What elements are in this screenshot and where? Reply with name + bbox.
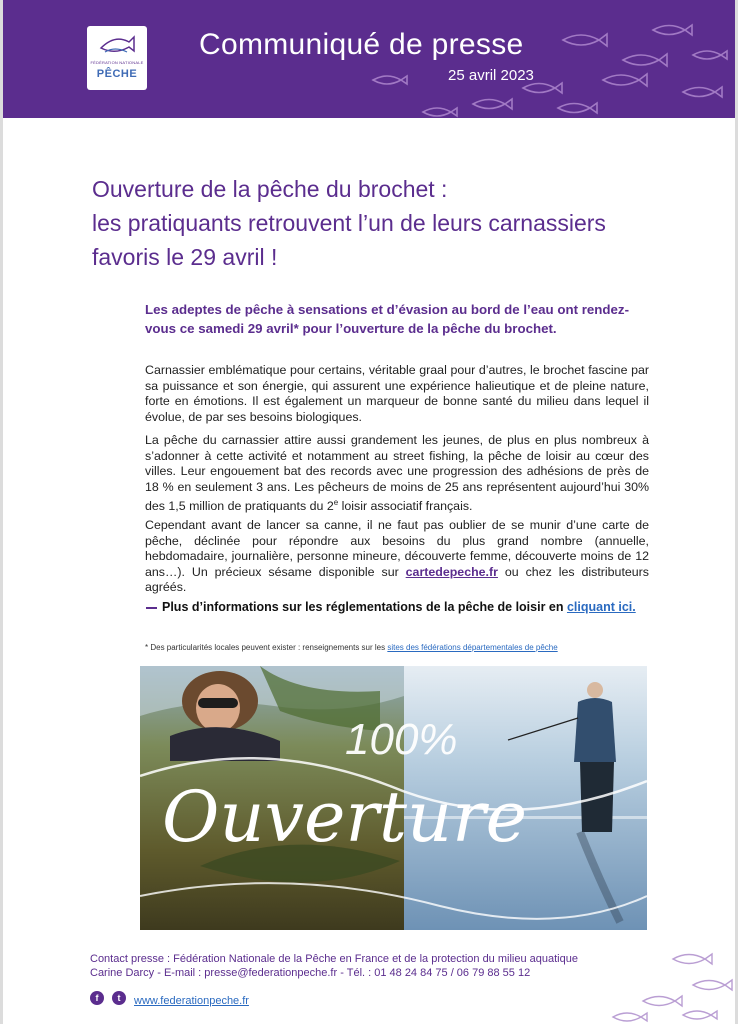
- twitter-icon[interactable]: t: [112, 991, 126, 1005]
- paragraph-1: Carnassier emblématique pour certains, véritable graal pour d’autres, le brochet fascine par sa puissance et son énergie, qui assurent une expérience halieutique et de pleine nature, forte en émotions. Il est également un marqueur de bonne santé du milieu dans lequel il évolue, de par ses besoins biologiques.: [145, 363, 649, 424]
- headline-line-3: favoris le 29 avril !: [92, 244, 278, 270]
- departmental-federations-link[interactable]: sites des fédérations départementales de pêche: [387, 643, 558, 652]
- photo-illustration: [140, 666, 647, 930]
- contact-line-1: Contact presse : Fédération Nationale de la Pêche en France et de la protection du milieu aquatique: [90, 953, 578, 965]
- logo-subtitle: FÉDÉRATION NATIONALE: [90, 60, 144, 65]
- lead-paragraph: Les adeptes de pêche à sensations et d’évasion au bord de l’eau ont rendez-vous ce samedi 29 avril* pour l’ouverture de la pêche du brochet.: [145, 302, 629, 336]
- facebook-icon[interactable]: f: [90, 991, 104, 1005]
- headline-line-1: Ouverture de la pêche du brochet :: [92, 176, 448, 202]
- paragraph-2-text: La pêche du carnassier attire aussi grandement les jeunes, de plus en plus nombreux à s’adonner à cette activité et notamment au street fishing, la pêche de loisir au cœur des villes. Leur engouement bat des records avec une progression des adhésions de près de 18 % en seulement 3 ans. Les pêcheurs de moins de 25 ans représentent aujourd’hui 30% des 1,5 million de pratiquants du 2: [145, 433, 649, 514]
- fish-icon: [99, 32, 135, 58]
- footer-fish-decoration: [603, 945, 735, 1024]
- more-info-line: [146, 600, 636, 614]
- footnote: [145, 643, 558, 652]
- percent-label: 100%: [345, 715, 458, 764]
- ouverture-photo: [140, 666, 647, 930]
- footer-contact: [90, 952, 578, 980]
- more-info-text: Plus d’informations sur les réglementations de la pêche de loisir en: [162, 600, 567, 614]
- release-date: 25 avril 2023: [448, 67, 534, 84]
- paragraph-3-end: ou chez les distributeurs agréés.: [145, 564, 649, 594]
- federation-logo: [87, 26, 147, 90]
- regulations-link[interactable]: cliquant ici.: [566, 600, 636, 614]
- paragraph-3: [145, 518, 649, 596]
- ordinal-suffix: e: [333, 498, 339, 507]
- website-link[interactable]: www.federationpeche.fr: [134, 995, 249, 1007]
- logo-text: PÊCHE: [96, 68, 138, 80]
- headline: [92, 172, 652, 274]
- cartedepeche-link[interactable]: cartedepeche.fr: [405, 564, 498, 579]
- footnote-text: * Des particularités locales peuvent exister : renseignements sur les: [145, 643, 388, 652]
- header-banner: [3, 0, 735, 118]
- contact-line-2: Carine Darcy - E-mail : presse@federationpeche.fr - Tél. : 01 48 24 84 75 / 06 79 88 55 12: [90, 967, 531, 979]
- paragraph-3-text: Cependant avant de lancer sa canne, il ne faut pas oublier de se munir d’une carte de pêche, déclinée pour répondre aux besoins du plus grand nombre (annuelle, hebdomadaire, journalière, personne mineure, découverte femme, découverte moins de 12 ans…). Un précieux sésame disponible sur: [145, 518, 649, 579]
- headline-line-2: les pratiquants retrouvent l’un de leurs carnassiers: [92, 210, 606, 236]
- paragraph-2: [145, 433, 649, 515]
- press-release-page: [3, 0, 735, 1024]
- paragraph-2-end: loisir associatif français.: [338, 499, 473, 514]
- dash-bullet: [146, 607, 157, 609]
- ouverture-word: Ouverture: [162, 776, 528, 858]
- page-title: Communiqué de presse: [199, 28, 524, 61]
